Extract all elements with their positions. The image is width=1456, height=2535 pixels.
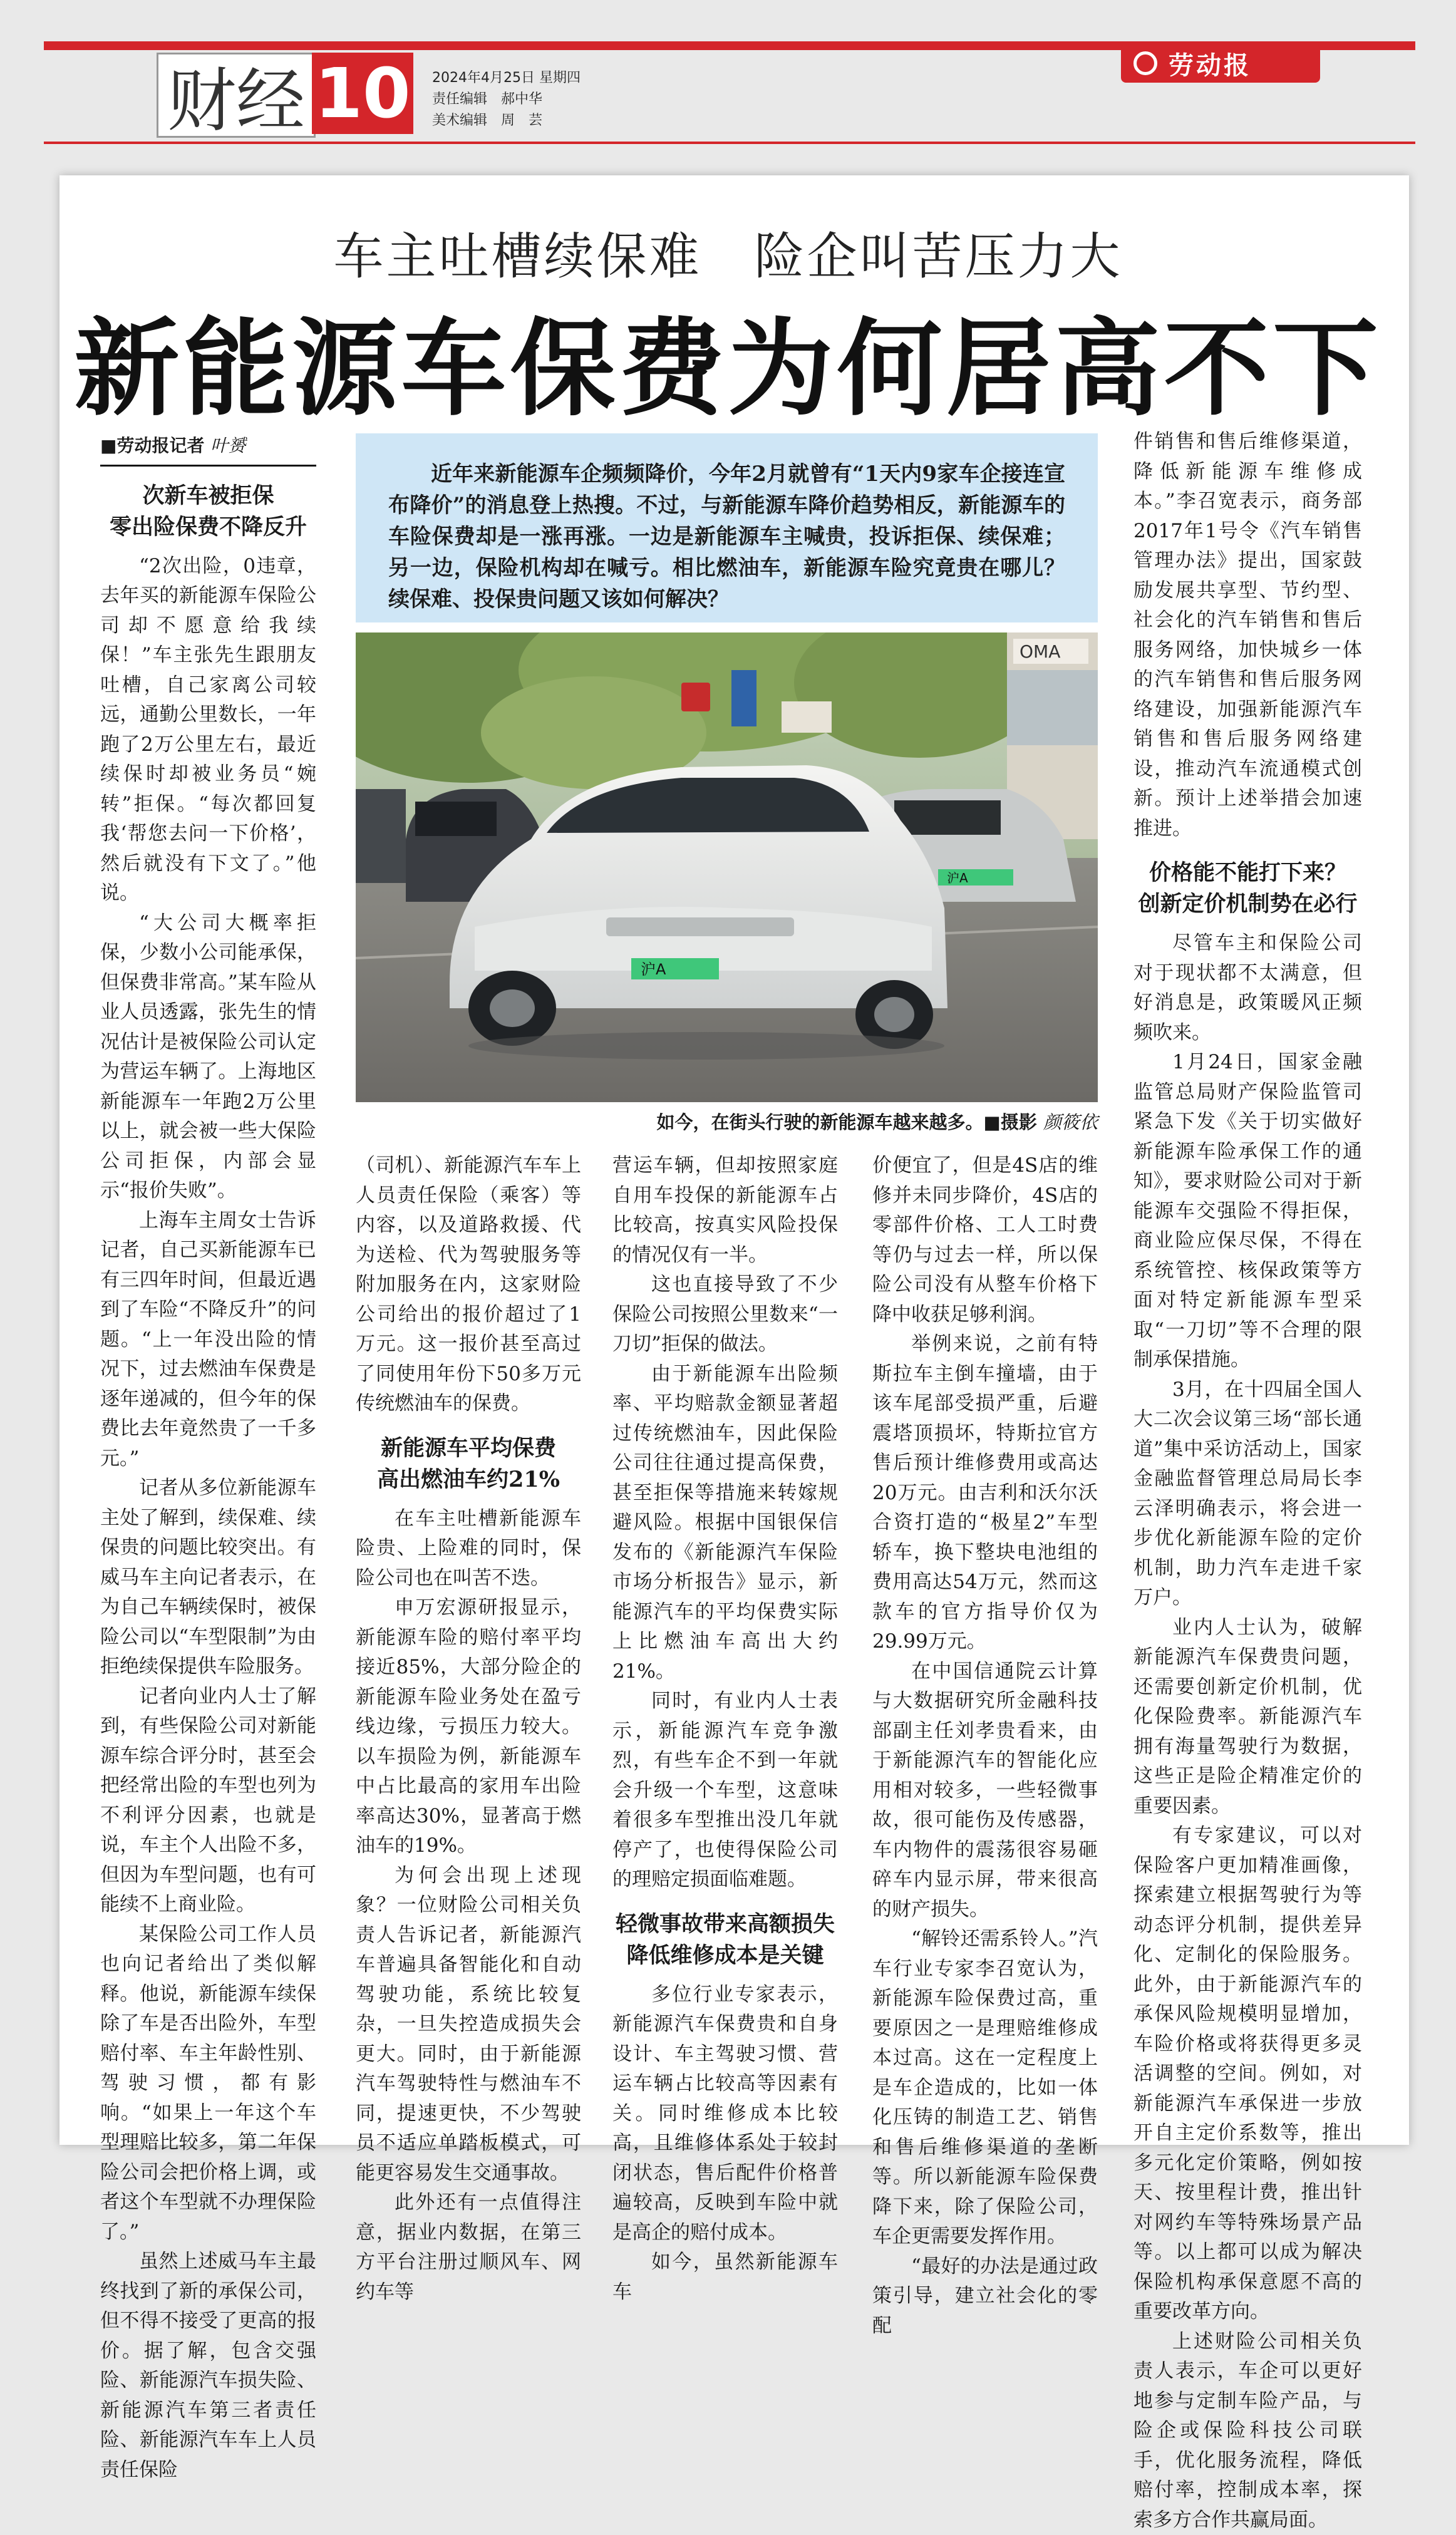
paragraph: （司机）、新能源汽车车上人员责任保险（乘客）等内容，以及道路救援、代为送检、代为驾驶服务等附加服务在内，这家财险公司给出的报价超过了1万元。这一报价甚至高过了同使用年份下50多万元传统燃油车的保费。 bbox=[356, 1151, 581, 1419]
column-1 bbox=[100, 431, 316, 2485]
logo-text: 劳动报 bbox=[1169, 46, 1251, 81]
paragraph: 件销售和售后维修渠道，降低新能源车维修成本。”李召宽表示，商务部2017年1号令《汽车销售管理办法》提出，国家鼓励发展共享型、节约型、社会化的汽车销售和售后服务网络，加快城乡一体的汽车销售和售后服务网络建设，加强新能源汽车销售和售后服务网络建设，推动汽车流通模式创新。预计上述举措会加速推进。 bbox=[1133, 427, 1362, 844]
byline-name: 叶赟 bbox=[210, 435, 245, 456]
byline bbox=[100, 431, 316, 467]
crosshead-4: 价格能不能打下来？ 创新定价机制势在必行 bbox=[1133, 857, 1362, 920]
masthead-bottom-rule bbox=[44, 142, 1415, 144]
byline-label: ■劳动报记者 bbox=[100, 435, 204, 456]
paragraph: 记者向业内人士了解到，有些保险公司对新能源车综合评分时，甚至会把经常出险的车型也列为不利评分因素，也就是说，车主个人出险不多，但因为车型问题，也有可能续不上商业险。 bbox=[100, 1682, 316, 1920]
paragraph: “2次出险，0违章，去年买的新能源车保险公司却不愿意给我续保！”车主张先生跟朋友吐槽，自己家离公司较远，通勤公里数长，一年跑了2万公里左右，最近续保时却被业务员“婉转”拒保。“每次都回复我‘帮您去问一下价格’，然后就没有下文了。”他说。 bbox=[100, 552, 316, 909]
paragraph: 由于新能源车出险频率、平均赔款金额显著超过传统燃油车，因此保险公司往往通过提高保费，甚至拒保等措施来转嫁规避风险。根据中国银保信发布的《新能源汽车保险市场分析报告》显示，新能源汽车的平均保费实际上比燃油车高出大约21%。 bbox=[612, 1360, 838, 1687]
paragraph: 营运车辆，但却按照家庭自用车投保的新能源车占比较高，按真实风险投保的情况仅有一半。 bbox=[612, 1151, 838, 1270]
paragraph: 记者从多位新能源车主处了解到，续保难、续保贵的问题比较突出。有威马车主向记者表示，在为自己车辆续保时，被保险公司以“车型限制”为由拒绝续保提供车险服务。 bbox=[100, 1474, 316, 1682]
paragraph: 上海车主周女士告诉记者，自己买新能源车已有三四年时间，但最近遇到了车险“不降反升”的问题。“上一年没出险的情况下，过去燃油车保费是逐年递减的，但今年的保费比去年竟然贵了一千多元。” bbox=[100, 1206, 316, 1474]
plate-right: 沪A bbox=[947, 870, 968, 885]
crosshead-1: 次新车被拒保 零出险保费不降反升 bbox=[100, 480, 316, 543]
paragraph: 同时，有业内人士表示，新能源汽车竞争激烈，有些车企不到一年就会升级一个车型，这意味着很多车型推出没几年就停产了，也使得保险公司的理赔定损面临难题。 bbox=[612, 1686, 838, 1895]
paragraph: 业内人士认为，破解新能源汽车保费贵问题，还需要创新定价机制，优化保险费率。新能源汽车拥有海量驾驶行为数据，这些正是险企精准定价的重要因素。 bbox=[1133, 1613, 1362, 1822]
street-photo bbox=[356, 632, 1098, 1102]
paragraph: 上述财险公司相关负责人表示，车企可以更好地参与定制车险产品，与险企或保险科技公司联手，优化服务流程，降低赔付率，控制成本率，探索多方合作共赢局面。 bbox=[1133, 2327, 1362, 2535]
issue-meta bbox=[432, 68, 581, 132]
paragraph: “解铃还需系铃人。”汽车行业专家李召宽认为，新能源车险保费过高，重要原因之一是理赔维修成本过高。这在一定程度上是车企造成的，比如一体化压铸的制造工艺、销售和售后维修渠道的垄断等。所以新能源车险保费降下来，除了保险公司，车企更需要发挥作用。 bbox=[872, 1924, 1098, 2252]
paragraph: “大公司大概率拒保，少数小公司能承保，但保费非常高。”某车险从业人员透露，张先生的情况估计是被保险公司认定为营运车辆了。上海地区新能源车一年跑2万公里以上，就会被一些大保险公司拒保，内部会显示“报价失败”。 bbox=[100, 909, 316, 1206]
paragraph: 举例来说，之前有特斯拉车主倒车撞墙，由于该车尾部受损严重，后避震塔顶损坏，特斯拉官方售后预计维修费用或高达20万元。由吉利和沃尔沃合资打造的“极星2”车型轿车，换下整块电池组的费用高达54万元，然而这款车的官方指导价仅为29.99万元。 bbox=[872, 1329, 1098, 1657]
article-subhead: 车主吐槽续保难 险企叫苦压力大 bbox=[0, 216, 1456, 288]
photo-caption bbox=[356, 1108, 1098, 1134]
crosshead-3: 轻微事故带来高额损失 降低维修成本是关键 bbox=[612, 1909, 838, 1971]
section-name: 财经 bbox=[157, 53, 316, 138]
paragraph: 此外还有一点值得注意，据业内数据，在第三方平台注册过顺风车、网约车等 bbox=[356, 2188, 581, 2307]
crosshead-2: 新能源车平均保费 高出燃油车约21% bbox=[356, 1433, 581, 1495]
paragraph: 3月，在十四届全国人大二次会议第三场“部长通道”集中采访活动上，国家金融监督管理总局局长李云泽明确表示，将会进一步优化新能源车险的定价机制，助力汽车走进千家万户。 bbox=[1133, 1375, 1362, 1613]
paragraph: 有专家建议，可以对保险客户更加精准画像，探索建立根据驾驶行为等动态评分机制，提供差异化、定制化的保险服务。此外，由于新能源汽车的承保风险规模明显增加，车险价格或将获得更多灵活调整的空间。例如，对新能源汽车承保进一步放开自主定价系数等，推出多元化定价策略，例如按天、按里程计费，推出针对网约车等特殊场景产品等。以上都可以成为解决保险机构承保意愿不高的重要改革方向。 bbox=[1133, 1821, 1362, 2327]
paragraph: 在中国信通院云计算与大数据研究所金融科技部副主任刘孝贵看来，由于新能源汽车的智能化应用相对较多，一些轻微事故，很可能伤及传感器，车内物件的震荡很容易砸碎车内显示屏，带来很高的财产损失。 bbox=[872, 1657, 1098, 1925]
logo-icon bbox=[1133, 51, 1157, 75]
paragraph: 在车主吐槽新能源车险贵、上险难的同时，保险公司也在叫苦不迭。 bbox=[356, 1504, 581, 1594]
paragraph: 虽然上述威马车主最终找到了新的承保公司，但不得不接受了更高的报价。据了解，包含交强险、新能源汽车损失险、新能源汽车第三者责任险、新能源汽车车上人员责任保险 bbox=[100, 2247, 316, 2485]
column-2 bbox=[356, 1151, 581, 2307]
paragraph: 价便宜了，但是4S店的维修并未同步降价，4S店的零部件价格、工人工时费等仍与过去一样，所以保险公司没有从整车价格下降中收获足够利润。 bbox=[872, 1151, 1098, 1329]
article-headline: 新能源车保费为何居高不下 bbox=[0, 285, 1456, 436]
paragraph: 某保险公司工作人员也向记者给出了类似解释。他说，新能源车续保除了车是否出险外，车型赔付率、车主年龄性别、驾驶习惯，都有影响。“如果上一年这个车型理赔比较多，第二年保险公司会把价格上调，或者这个车型就不办理保险了。” bbox=[100, 1920, 316, 2248]
column-5 bbox=[1133, 427, 1362, 2535]
street-photo-image bbox=[356, 632, 1098, 1102]
paragraph: 尽管车主和保险公司对于现状都不太满意，但好消息是，政策暖风正频频吹来。 bbox=[1133, 929, 1362, 1048]
issue-date: 2024年4月25日 星期四 bbox=[432, 68, 581, 89]
column-3 bbox=[612, 1151, 838, 2307]
column-4 bbox=[872, 1151, 1098, 2341]
caption-text: 如今，在街头行驶的新能源车越来越多。■摄影 bbox=[656, 1112, 1036, 1133]
storefront-sign: OMA bbox=[1020, 641, 1060, 662]
newspaper-logo bbox=[1121, 44, 1320, 83]
plate-main: 沪A bbox=[641, 961, 666, 978]
paragraph: 1月24日，国家金融监管总局财产保险监管司紧急下发《关于切实做好新能源车险承保工作的通知》，要求财险公司对于新能源车交强险不得拒保，商业险应保尽保，不得在系统管控、核保政策等方面对特定新能源车型采取“一刀切”等不合理的限制承保措施。 bbox=[1133, 1048, 1362, 1375]
paragraph: 多位行业专家表示，新能源汽车保费贵和自身设计、车主驾驶习惯、营运车辆占比较高等因素有关。同时维修成本比较高，且维修体系处于较封闭状态，售后配件价格普遍较高，反映到车险中就是高企的赔付成本。 bbox=[612, 1980, 838, 2248]
paragraph: 为何会出现上述现象？一位财险公司相关负责人告诉记者，新能源汽车普遍具备智能化和自动驾驶功能，系统比较复杂，一旦失控造成损失会更大。同时，由于新能源汽车驾驶特性与燃油车不同，提速更快，不少驾驶员不适应单踏板模式，可能更容易发生交通事故。 bbox=[356, 1861, 581, 2189]
photographer-name: 颜筱依 bbox=[1043, 1112, 1098, 1133]
paragraph: 申万宏源研报显示，新能源车险的赔付率平均接近85%，大部分险企的新能源车险业务处在盈亏线边缘，亏损压力较大。以车损险为例，新能源车中占比最高的家用车出险率高达30%，显著高于燃油车的19%。 bbox=[356, 1593, 581, 1861]
paragraph: 这也直接导致了不少保险公司按照公里数来“一刀切”拒保的做法。 bbox=[612, 1270, 838, 1360]
art-editor-credit: 美术编辑 周 芸 bbox=[432, 110, 581, 132]
paragraph: 如今，虽然新能源车车 bbox=[612, 2248, 838, 2307]
page-number: 10 bbox=[312, 53, 413, 134]
editor-credit: 责任编辑 郝中华 bbox=[432, 89, 581, 110]
paragraph: “最好的办法是通过政策引导，建立社会化的零配 bbox=[872, 2252, 1098, 2341]
article-lead: 近年来新能源车企频频降价，今年2月就曾有“1天内9家车企接连宣布降价”的消息登上热搜。不过，与新能源车降价趋势相反，新能源车的车险保费却是一涨再涨。一边是新能源车主喊贵，投诉拒保、续保难；另一边，保险机构却在喊亏。相比燃油车，新能源车险究竟贵在哪儿？续保难、投保贵问题又该如何解决？ bbox=[356, 433, 1098, 622]
